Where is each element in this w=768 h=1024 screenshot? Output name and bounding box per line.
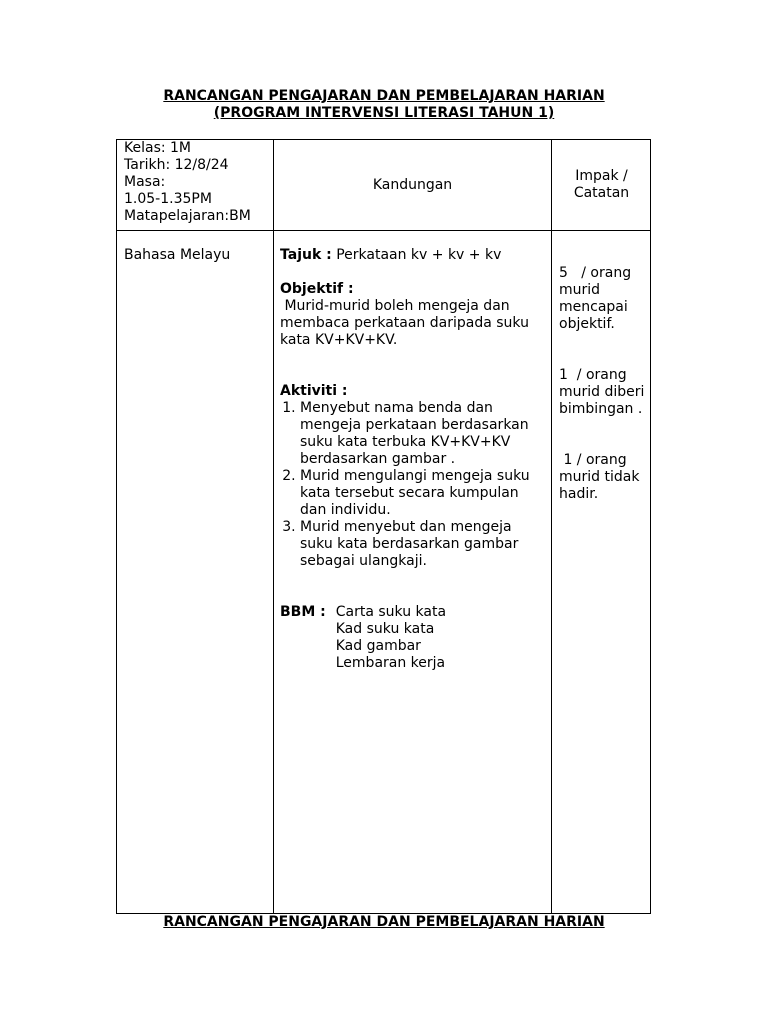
impak-note: 5 / orang murid mencapai objektif. <box>559 265 636 332</box>
kandungan-header-label: Kandungan <box>372 176 453 193</box>
masa-label: Masa: <box>124 174 166 190</box>
tajuk-line <box>280 247 548 264</box>
aktiviti-list <box>280 400 548 570</box>
kelas-text: Kelas: 1M <box>124 140 192 156</box>
footer-title: RANCANGAN PENGAJARAN DAN PEMBELAJARAN HARIAN <box>163 914 605 930</box>
aktiviti-item: 3. Murid menyebut dan mengeja suku kata berdasarkan gambar sebagai ulangkaji. <box>300 519 548 570</box>
document-title: RANCANGAN PENGAJARAN DAN PEMBELAJARAN HARIAN <box>163 88 605 104</box>
column-divider <box>551 140 552 913</box>
aktiviti-label: Aktiviti : <box>280 383 348 399</box>
bbm-block <box>280 604 548 672</box>
objektif-label: Objektif : <box>280 281 354 297</box>
tarikh-text: Tarikh: 12/8/24 <box>124 157 229 173</box>
bbm-item: Lembaran kerja <box>335 655 446 671</box>
bbm-item: Kad suku kata <box>335 621 435 637</box>
bbm-item: Carta suku kata <box>335 604 447 620</box>
document-subtitle: (PROGRAM INTERVENSI LITERASI TAHUN 1) <box>213 105 555 121</box>
impak-header-line1: Impak / <box>575 168 628 184</box>
impak-header-line2: Catatan <box>573 185 630 201</box>
class-info-cell <box>124 140 272 225</box>
kandungan-header <box>274 140 551 230</box>
objektif-text: Murid-murid boleh mengeja dan membaca perkataan daripada suku kata KV+KV+KV. <box>280 298 534 348</box>
tajuk-value: Perkataan kv + kv + kv <box>331 247 502 263</box>
row-divider <box>117 230 650 231</box>
kandungan-cell <box>280 247 548 672</box>
subject-cell: Bahasa Melayu <box>124 247 231 263</box>
tajuk-label: Tajuk : <box>280 247 332 263</box>
bbm-list <box>326 604 446 672</box>
impak-note: 1 / orang murid tidak hadir. <box>559 452 644 502</box>
impak-note: 1 / orang murid diberi bimbingan . <box>559 367 649 417</box>
aktiviti-item: 1. Menyebut nama benda dan mengeja perkataan berdasarkan suku kata terbuka KV+KV+KV berdasarkan gambar . <box>300 400 548 468</box>
masa-value: 1.05-1.35PM <box>124 191 212 207</box>
aktiviti-item: 2. Murid mengulangi mengeja suku kata tersebut secara kumpulan dan individu. <box>300 468 548 519</box>
lesson-plan-table <box>116 139 651 914</box>
bbm-item: Kad gambar <box>335 638 421 654</box>
impak-header <box>552 140 651 230</box>
impak-cell <box>559 265 651 503</box>
bbm-label: BBM : <box>280 604 326 620</box>
matapelajaran-text: Matapelajaran:BM <box>124 208 251 224</box>
column-divider <box>273 140 274 913</box>
